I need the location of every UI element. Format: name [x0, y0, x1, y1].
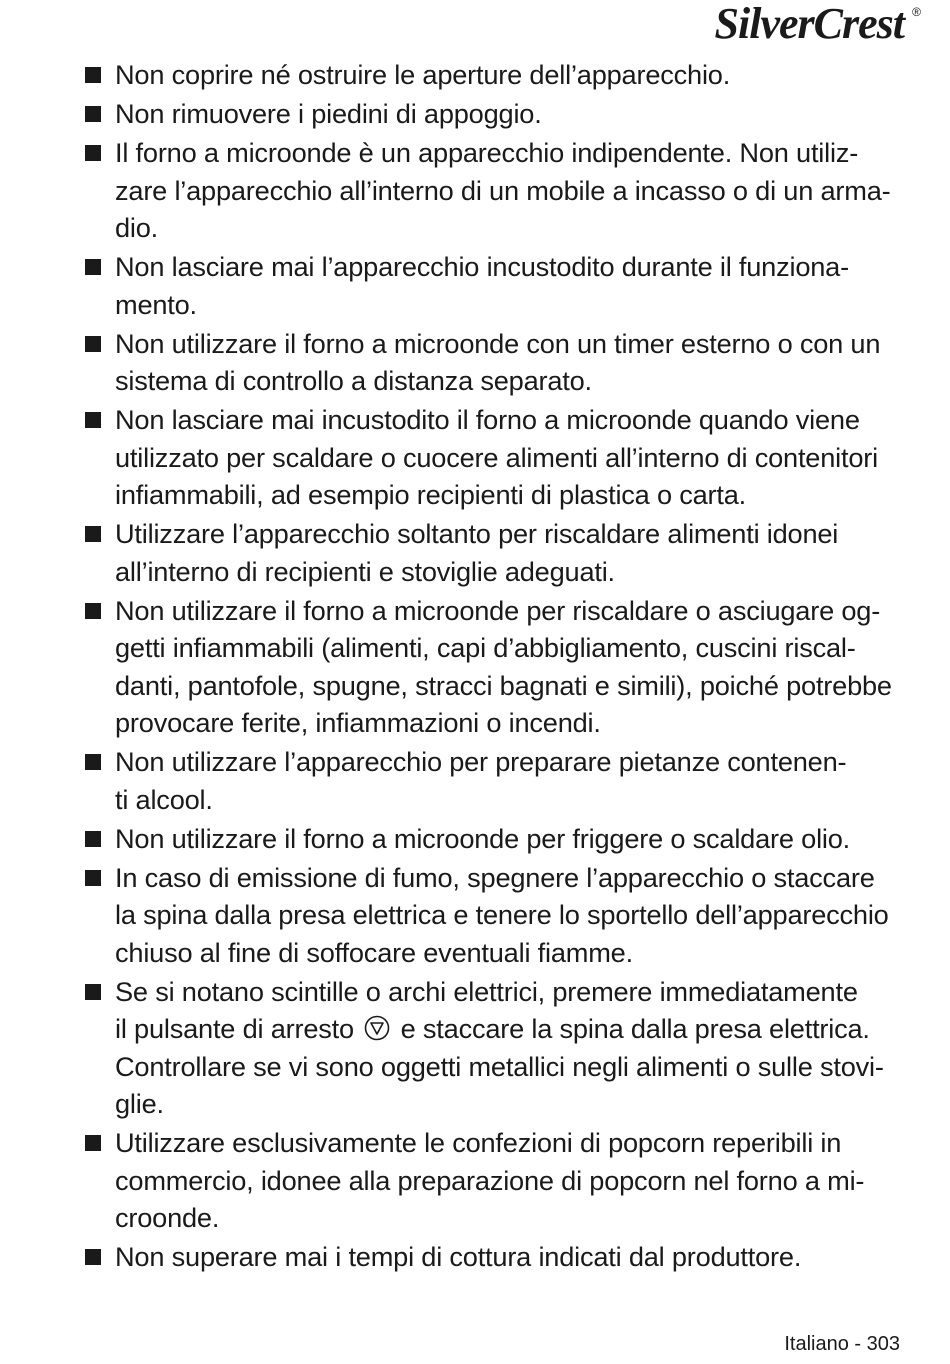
list-item-line: Non utilizzare il forno a microonde con un timer esterno o con un	[115, 327, 881, 359]
bullet-square-icon	[85, 526, 101, 542]
list-item-line: Non rimuovere i piedini di appoggio.	[115, 98, 542, 129]
bullet-square-icon	[85, 67, 101, 83]
registered-mark: ®	[912, 5, 920, 19]
bullet-square-icon	[85, 412, 101, 428]
list-item-line: commercio, idonee alla preparazione di popcorn nel forno a mi-	[115, 1164, 865, 1196]
list-item	[85, 820, 905, 858]
bullet-square-icon	[85, 1135, 101, 1151]
brand-logo-text: SilverCrest	[714, 0, 904, 48]
list-item-line: Utilizzare esclusivamente le confezioni di popcorn reperibili in	[115, 1127, 842, 1158]
list-item	[85, 95, 905, 133]
list-item	[85, 134, 905, 247]
list-item-line: Non utilizzare l’apparecchio per preparare pietanze contenen-	[115, 746, 847, 777]
list-item-line: dio.	[115, 212, 159, 243]
page-footer: Italiano - 303	[784, 1333, 900, 1355]
list-item-line: Il forno a microonde è un apparecchio indipendente. Non utiliz-	[115, 137, 859, 168]
list-item-line: danti, pantofole, spugne, stracci bagnati e simili), poiché potrebbe	[115, 669, 892, 701]
list-item-line	[115, 1010, 905, 1048]
list-item-line: mento.	[115, 288, 197, 320]
bullet-square-icon	[85, 870, 101, 886]
bullet-square-icon	[85, 831, 101, 847]
line-text-before-icon: il pulsante di arresto	[115, 1013, 354, 1044]
list-item-line: ti alcool.	[115, 783, 213, 815]
list-item	[85, 248, 905, 323]
stop-button-icon	[363, 1014, 391, 1042]
bullet-square-icon	[85, 106, 101, 122]
list-item-line: Controllare se vi sono oggetti metallici negli alimenti o sulle stovi-	[115, 1050, 884, 1082]
list-item-line: Non coprire né ostruire le aperture dell’apparecchio.	[115, 59, 731, 90]
bullet-square-icon	[85, 1249, 101, 1265]
list-item-line: utilizzato per scaldare o cuocere alimenti all’interno di contenitori	[115, 441, 878, 473]
list-item-line: Non lasciare mai incustodito il forno a microonde quando viene	[115, 404, 860, 435]
list-item	[85, 1238, 905, 1276]
list-item	[85, 56, 905, 94]
list-item	[85, 859, 905, 972]
line-text-after-icon: e staccare la spina dalla presa elettrica.	[400, 1013, 870, 1044]
list-item-line: infiammabili, ad esempio recipienti di plastica o carta.	[115, 479, 747, 510]
bullet-square-icon	[85, 754, 101, 770]
list-item-line: Non utilizzare il forno a microonde per friggere o scaldare olio.	[115, 822, 851, 854]
list-item	[85, 325, 905, 400]
list-item-line: Non superare mai i tempi di cottura indicati dal produttore.	[115, 1241, 802, 1272]
list-item-line: Utilizzare l’apparecchio soltanto per riscaldare alimenti idonei	[115, 518, 839, 549]
bullet-square-icon	[85, 336, 101, 352]
bullet-square-icon	[85, 259, 101, 275]
list-item-line: croonde.	[115, 1202, 220, 1233]
list-item-line: Se si notano scintille o archi elettrici, premere immediatamente	[115, 975, 858, 1007]
list-item-line: glie.	[115, 1088, 164, 1119]
list-item-line: Non utilizzare il forno a microonde per riscaldare o asciugare og-	[115, 594, 881, 626]
list-item	[85, 973, 905, 1123]
list-item	[85, 1124, 905, 1237]
list-item-line: In caso di emissione di fumo, spegnere l’apparecchio o staccare	[115, 861, 875, 893]
list-item-line: sistema di controllo a distanza separato.	[115, 365, 592, 396]
safety-instructions-list	[85, 56, 905, 1277]
list-item-line: chiuso al fine di soffocare eventuali fiamme.	[115, 936, 633, 968]
bullet-square-icon	[85, 984, 101, 1000]
bullet-square-icon	[85, 603, 101, 619]
list-item-line: la spina dalla presa elettrica e tenere lo sportello dell’apparecchio	[115, 899, 889, 930]
bullet-square-icon	[85, 145, 101, 161]
list-item	[85, 592, 905, 742]
list-item-line: zare l’apparecchio all’interno di un mobile a incasso o di un arma-	[115, 174, 891, 206]
brand-logo	[714, 0, 920, 48]
list-item	[85, 401, 905, 514]
list-item	[85, 743, 905, 818]
list-item-line: getti infiammabili (alimenti, capi d’abbigliamento, cuscini riscal-	[115, 632, 856, 663]
list-item-line: Non lasciare mai l’apparecchio incustodito durante il funziona-	[115, 251, 849, 282]
list-item-line: all’interno di recipienti e stoviglie adeguati.	[115, 555, 615, 587]
list-item	[85, 515, 905, 590]
list-item-line: provocare ferite, infiammazioni o incendi.	[115, 707, 601, 738]
